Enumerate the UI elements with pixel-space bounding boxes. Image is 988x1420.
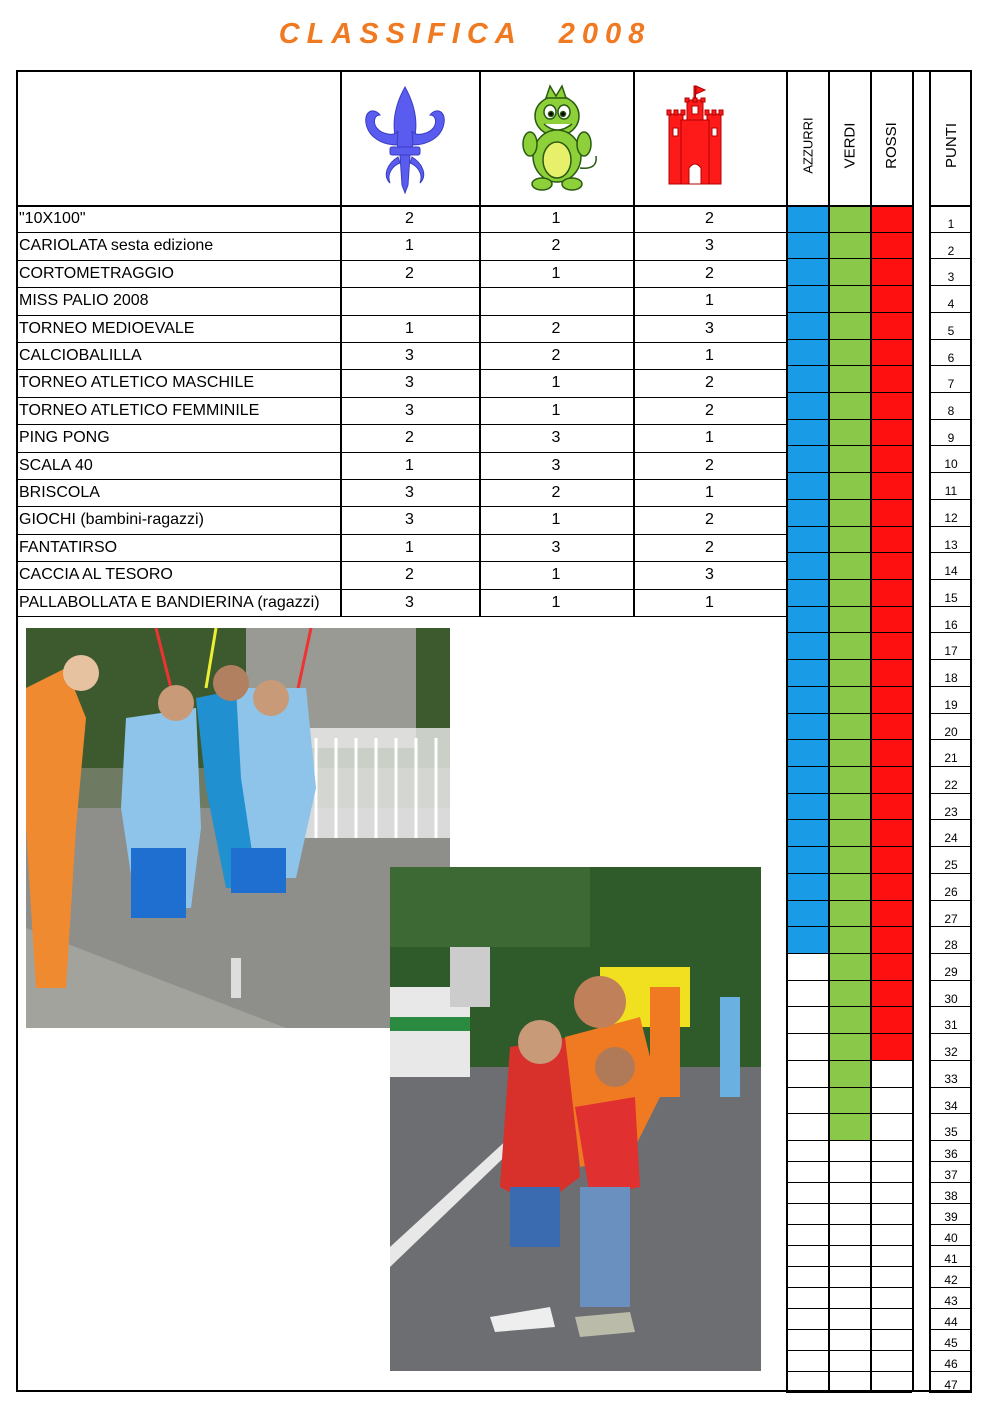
row-divider — [786, 980, 912, 981]
score-azzurri: 3 — [405, 511, 414, 529]
row-divider — [786, 659, 912, 660]
event-name: SCALA 40 — [19, 456, 93, 474]
row-divider — [786, 1006, 912, 1007]
score-verdi: 1 — [551, 210, 561, 227]
score-rossi: 2 — [705, 538, 714, 556]
row-divider — [786, 1392, 912, 1393]
fleur-de-lis-icon — [360, 85, 450, 195]
row-divider — [929, 392, 972, 393]
photo-children-carrying-race — [26, 628, 450, 1028]
row-divider — [929, 1329, 972, 1330]
grid-line — [929, 205, 972, 207]
punti-tick-label: 10 — [944, 457, 958, 472]
row-divider — [929, 739, 972, 740]
punti-tick-label: 4 — [947, 297, 955, 312]
row-divider — [929, 339, 972, 340]
grid-line — [16, 205, 912, 207]
score-verdi: 3 — [551, 429, 561, 447]
punti-tick-label: 23 — [944, 804, 958, 819]
event-name: TORNEO ATLETICO MASCHILE — [19, 374, 255, 392]
punti-tick-label: 34 — [944, 1098, 958, 1113]
row-divider — [786, 579, 912, 580]
row-divider — [786, 472, 912, 473]
row-divider — [786, 900, 912, 901]
bar-rossi — [872, 207, 912, 1060]
page-title — [0, 18, 930, 51]
score-verdi: 1 — [551, 401, 561, 419]
row-divider — [929, 258, 972, 259]
event-name: MISS PALIO 2008 — [19, 292, 149, 310]
punti-tick-label: 40 — [944, 1231, 958, 1246]
row-divider — [929, 1224, 972, 1225]
header-azzurri: AZZURRI — [800, 116, 816, 174]
punti-tick-label: 14 — [944, 564, 958, 579]
row-divider — [929, 552, 972, 553]
punti-tick-label: 32 — [944, 1045, 958, 1060]
score-azzurri: 2 — [405, 429, 414, 447]
score-rossi: 1 — [705, 292, 714, 310]
punti-tick-label: 7 — [947, 377, 955, 392]
row-divider — [929, 472, 972, 473]
score-rossi: 2 — [705, 210, 714, 227]
punti-tick-label: 37 — [944, 1168, 958, 1183]
row-divider — [929, 873, 972, 874]
row-divider — [786, 232, 912, 233]
punti-tick-label: 30 — [944, 991, 958, 1006]
punti-tick-label: 28 — [944, 938, 958, 953]
row-divider — [786, 312, 912, 313]
bar-azzurri — [788, 207, 828, 953]
punti-tick-label: 9 — [947, 430, 955, 445]
row-divider — [929, 1203, 972, 1204]
row-divider — [786, 365, 912, 366]
event-name: CARIOLATA sesta edizione — [19, 237, 214, 255]
punti-tick-label: 33 — [944, 1071, 958, 1086]
row-divider — [786, 739, 912, 740]
header-verdi: VERDI — [841, 122, 859, 168]
score-verdi: 1 — [551, 511, 561, 529]
row-divider — [786, 1113, 912, 1114]
score-azzurri: 1 — [405, 538, 414, 556]
row-divider — [786, 1245, 912, 1246]
punti-tick-label: 41 — [944, 1252, 958, 1267]
score-rossi: 2 — [705, 401, 714, 419]
score-rossi: 1 — [705, 347, 714, 364]
score-verdi: 1 — [551, 264, 561, 282]
row-divider — [929, 1113, 972, 1114]
photo-children-street-game — [390, 867, 761, 1371]
row-divider — [786, 953, 912, 954]
punti-tick-label: 1 — [947, 217, 955, 232]
row-divider — [929, 793, 972, 794]
title-year: 2008 — [558, 18, 652, 50]
punti-tick-label: 26 — [944, 884, 958, 899]
score-azzurri: 2 — [405, 264, 414, 282]
row-divider — [929, 1060, 972, 1061]
punti-tick-label: 2 — [947, 243, 955, 258]
punti-tick-label: 35 — [944, 1125, 958, 1140]
event-name: TORNEO MEDIOEVALE — [19, 319, 195, 337]
castle-icon — [665, 84, 725, 194]
row-divider — [786, 846, 912, 847]
score-rossi: 3 — [705, 237, 714, 255]
row-divider — [929, 1087, 972, 1088]
score-verdi: 2 — [551, 347, 561, 364]
score-verdi: 3 — [551, 538, 561, 556]
row-divider — [929, 526, 972, 527]
row-divider — [786, 526, 912, 527]
row-divider — [929, 1245, 972, 1246]
score-verdi: 2 — [551, 237, 561, 255]
row-divider — [786, 499, 912, 500]
header-punti: PUNTI — [942, 122, 960, 168]
event-name: CALCIOBALILLA — [19, 347, 142, 364]
punti-tick-label: 11 — [944, 484, 958, 499]
punti-tick-label: 22 — [944, 778, 958, 793]
punti-tick-label: 44 — [944, 1315, 958, 1330]
event-name: PING PONG — [19, 429, 110, 447]
punti-tick-label: 25 — [944, 858, 958, 873]
row-divider — [929, 659, 972, 660]
row-divider — [786, 1308, 912, 1309]
row-divider — [786, 873, 912, 874]
row-divider — [929, 1006, 972, 1007]
row-divider — [786, 1203, 912, 1204]
punti-tick-label: 18 — [944, 671, 958, 686]
row-divider — [929, 606, 972, 607]
row-divider — [929, 766, 972, 767]
row-divider — [786, 606, 912, 607]
score-verdi: 2 — [551, 484, 561, 501]
punti-tick-label: 47 — [944, 1378, 958, 1393]
punti-tick-label: 36 — [944, 1147, 958, 1162]
row-divider — [929, 713, 972, 714]
row-divider — [929, 846, 972, 847]
punti-tick-label: 12 — [944, 510, 958, 525]
row-divider — [786, 819, 912, 820]
score-verdi: 1 — [551, 374, 561, 392]
row-divider — [929, 632, 972, 633]
punti-tick-label: 27 — [944, 911, 958, 926]
score-rossi: 2 — [705, 264, 714, 282]
punti-tick-label: 29 — [944, 965, 958, 980]
punti-tick-label: 21 — [944, 751, 958, 766]
row-divider — [929, 232, 972, 233]
event-name: GIOCHI (bambini-ragazzi) — [19, 511, 204, 529]
row-divider — [786, 1266, 912, 1267]
score-azzurri: 2 — [405, 210, 414, 227]
row-divider — [786, 793, 912, 794]
row-divider — [929, 312, 972, 313]
row-divider — [786, 1182, 912, 1183]
score-azzurri: 3 — [405, 593, 414, 611]
title-word: CLASSIFICA — [278, 18, 523, 50]
punti-tick-label: 46 — [944, 1357, 958, 1372]
row-divider — [16, 616, 786, 617]
grid-line — [912, 70, 914, 1392]
score-azzurri: 1 — [405, 319, 414, 337]
event-name: CACCIA AL TESORO — [19, 566, 173, 584]
bar-verdi — [830, 207, 870, 1140]
score-rossi: 3 — [705, 319, 714, 337]
header-rossi: ROSSI — [882, 121, 900, 169]
punti-tick-label: 16 — [944, 617, 958, 632]
row-divider — [929, 1371, 972, 1372]
row-divider — [929, 1140, 972, 1141]
row-divider — [929, 445, 972, 446]
score-verdi: 1 — [551, 593, 561, 611]
row-divider — [786, 632, 912, 633]
score-azzurri: 3 — [405, 374, 414, 392]
score-rossi: 2 — [705, 456, 714, 474]
row-divider — [786, 419, 912, 420]
score-rossi: 1 — [705, 593, 714, 611]
row-divider — [786, 926, 912, 927]
row-divider — [929, 1266, 972, 1267]
row-divider — [929, 285, 972, 286]
row-divider — [929, 1308, 972, 1309]
event-name: PALLABOLLATA E BANDIERINA (ragazzi) — [19, 593, 320, 611]
dragon-icon — [512, 84, 602, 194]
row-divider — [929, 1033, 972, 1034]
punti-tick-label: 6 — [947, 350, 955, 365]
row-divider — [786, 1350, 912, 1351]
score-azzurri: 3 — [405, 484, 414, 501]
row-divider — [786, 1033, 912, 1034]
row-divider — [929, 1182, 972, 1183]
score-rossi: 2 — [705, 511, 714, 529]
score-azzurri: 1 — [405, 237, 414, 255]
row-divider — [929, 819, 972, 820]
row-divider — [786, 1087, 912, 1088]
punti-tick-label: 45 — [944, 1336, 958, 1351]
score-azzurri: 3 — [405, 347, 414, 364]
score-azzurri: 3 — [405, 401, 414, 419]
score-verdi: 3 — [551, 456, 561, 474]
row-divider — [929, 926, 972, 927]
row-divider — [786, 686, 912, 687]
punti-tick-label: 39 — [944, 1210, 958, 1225]
row-divider — [929, 1350, 972, 1351]
score-azzurri: 2 — [405, 566, 414, 584]
row-divider — [786, 339, 912, 340]
row-divider — [929, 900, 972, 901]
score-verdi — [516, 288, 596, 314]
punti-tick-label: 43 — [944, 1294, 958, 1309]
punti-tick-label: 19 — [944, 697, 958, 712]
event-name: TORNEO ATLETICO FEMMINILE — [19, 401, 260, 419]
punti-tick-label: 13 — [944, 537, 958, 552]
row-divider — [786, 713, 912, 714]
punti-tick-label: 3 — [947, 270, 955, 285]
row-divider — [786, 445, 912, 446]
score-rossi: 2 — [705, 374, 714, 392]
punti-tick-label: 31 — [944, 1018, 958, 1033]
row-divider — [929, 499, 972, 500]
row-divider — [786, 1224, 912, 1225]
row-divider — [929, 953, 972, 954]
row-divider — [929, 686, 972, 687]
row-divider — [786, 1329, 912, 1330]
punti-tick-label: 5 — [947, 323, 955, 338]
score-rossi: 3 — [705, 566, 714, 584]
punti-tick-label: 8 — [947, 404, 955, 419]
punti-tick-label: 24 — [944, 831, 958, 846]
score-azzurri: 1 — [405, 456, 414, 474]
row-divider — [929, 365, 972, 366]
event-name: FANTATIRSO — [19, 538, 118, 556]
punti-tick-label: 38 — [944, 1189, 958, 1204]
row-divider — [929, 1392, 972, 1393]
punti-tick-label: 42 — [944, 1273, 958, 1288]
score-verdi: 1 — [551, 566, 561, 584]
score-verdi: 2 — [551, 319, 561, 337]
punti-tick-label: 17 — [944, 644, 958, 659]
row-divider — [786, 1140, 912, 1141]
score-rossi: 1 — [705, 484, 714, 501]
row-divider — [786, 1371, 912, 1372]
event-name: CORTOMETRAGGIO — [19, 264, 174, 282]
row-divider — [786, 285, 912, 286]
row-divider — [929, 1161, 972, 1162]
row-divider — [786, 1161, 912, 1162]
event-name: BRISCOLA — [19, 484, 100, 501]
row-divider — [929, 419, 972, 420]
row-divider — [786, 766, 912, 767]
event-name: "10X100" — [19, 210, 86, 227]
row-divider — [786, 1060, 912, 1061]
punti-tick-label: 15 — [944, 591, 958, 606]
row-divider — [929, 980, 972, 981]
score-azzurri — [370, 288, 450, 314]
row-divider — [786, 258, 912, 259]
row-divider — [929, 579, 972, 580]
row-divider — [786, 1287, 912, 1288]
row-divider — [929, 1287, 972, 1288]
punti-tick-label: 20 — [944, 724, 958, 739]
row-divider — [786, 392, 912, 393]
row-divider — [786, 552, 912, 553]
score-rossi: 1 — [705, 429, 714, 447]
